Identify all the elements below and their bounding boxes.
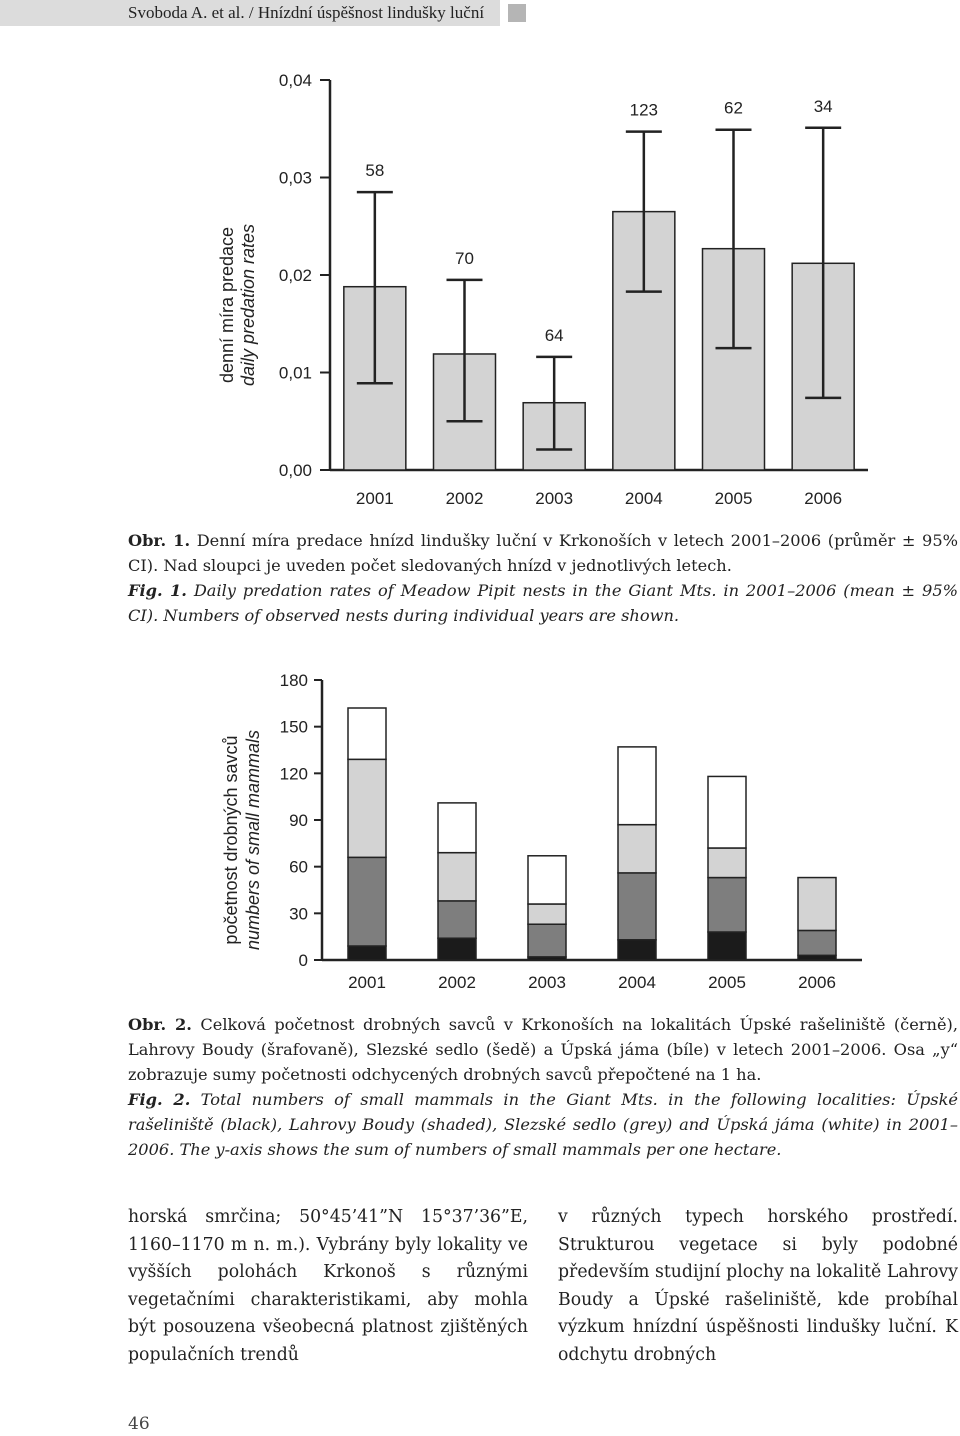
x-tick-label: 2005 <box>714 489 753 508</box>
nest-count-label: 70 <box>455 248 474 268</box>
y-tick-label: 0 <box>298 951 308 970</box>
figure-2-chart <box>0 665 960 1000</box>
nest-count-label: 34 <box>813 96 833 116</box>
nest-count-label: 62 <box>724 98 743 118</box>
figure-2-label-cz: Obr. 2. <box>128 1015 192 1034</box>
figure-1-label-en: Fig. 1. <box>128 581 187 600</box>
stacked-bar-segment <box>348 946 386 960</box>
y-tick-label: 0,03 <box>278 168 312 188</box>
stacked-bar-segment <box>348 708 386 759</box>
x-tick-label: 2005 <box>708 973 746 992</box>
x-tick-label: 2004 <box>618 973 656 992</box>
y-tick-label: 0,01 <box>278 363 312 383</box>
figure-2-caption <box>128 1012 958 1162</box>
stacked-bar-segment <box>618 873 656 940</box>
y-tick-label: 30 <box>289 904 308 924</box>
y-tick-label: 0,04 <box>278 71 312 90</box>
y-tick-label: 180 <box>279 671 308 690</box>
nest-count-label: 58 <box>365 161 385 181</box>
stacked-bar-segment <box>708 878 746 932</box>
stacked-bar-segment <box>438 853 476 901</box>
figure-2-label-en: Fig. 2. <box>128 1090 191 1109</box>
stacked-bar-segment <box>438 803 476 853</box>
y-axis-label-en: daily predation rates <box>238 223 258 387</box>
x-tick-label: 2001 <box>348 973 386 992</box>
stacked-bar-segment <box>618 825 656 873</box>
nest-count-label: 123 <box>629 100 659 120</box>
x-tick-label: 2006 <box>804 489 843 508</box>
y-tick-label: 150 <box>279 717 308 737</box>
figure-1-caption <box>128 528 958 628</box>
stacked-bar-segment <box>798 878 836 931</box>
y-tick-label: 0,00 <box>278 461 312 480</box>
x-tick-label: 2002 <box>445 489 484 508</box>
x-tick-label: 2006 <box>798 973 836 992</box>
running-title: Svoboda A. et al. / Hnízdní úspěšnost lindušky luční <box>128 3 485 22</box>
stacked-bar-segment <box>528 856 566 904</box>
stacked-bar-segment <box>528 924 566 957</box>
header-marker <box>508 4 526 22</box>
figure-1-chart <box>0 60 960 520</box>
x-tick-label: 2002 <box>438 973 476 992</box>
stacked-bar-segment <box>618 940 656 960</box>
body-text-left-column: horská smrčina; 50°45’41”N 15°37’36”E, 1160–1170 m n. m.). Vybrány byly lokality ve vyšších polohách Krkonoš s různými vegetačními charakteristikami, aby mohla být posouzena všeobecná platnost zjištěných populačních trendů <box>128 1207 528 1365</box>
figure-1-text-en: Daily predation rates of Meadow Pipit nests in the Giant Mts. in 2001–2006 (mean ± 95% CI). Numbers of observed nests during individual years are shown. <box>128 581 958 625</box>
y-axis-label-cz: početnost drobných savců <box>221 735 241 945</box>
y-axis-label-en: numbers of small mammals <box>243 729 263 951</box>
running-header <box>0 0 960 26</box>
figure-1-text-cz: Denní míra predace hnízd lindušky luční v Krkonoších v letech 2001–2006 (průměr ± 95% CI). Nad sloupci je uveden počet sledovaných hnízd v jednotlivých letech. <box>128 531 958 575</box>
stacked-bar-segment <box>798 930 836 955</box>
x-tick-label: 2003 <box>535 489 574 508</box>
stacked-bar-segment <box>618 747 656 825</box>
x-tick-label: 2001 <box>355 489 394 508</box>
page-number: 46 <box>128 1414 150 1434</box>
x-tick-label: 2003 <box>528 973 566 992</box>
body-text-right-column: v různých typech horského prostředí. Strukturou vegetace si byly podobné především studijní plochy na lokalitě Lahrovy Boudy a Úpské rašeliniště, kde probíhal výzkum hnízdní úspěšnosti lindušky luční. K odchytu drobných <box>558 1207 958 1365</box>
stacked-bar-segment <box>348 857 386 946</box>
y-tick-label: 120 <box>279 764 308 784</box>
figure-2-text-cz: Celková početnost drobných savců v Krkonoších na lokalitách Úpské rašeliniště (černě), Lahrovy Boudy (šrafovaně), Slezské sedlo (šedě) a Úpská jáma (bíle) v letech 2001–2006. Osa „y“ zobrazuje sumy početnosti odchycených drobných savců přepočtené na 1 ha. <box>128 1015 959 1084</box>
stacked-bar-segment <box>438 901 476 938</box>
stacked-bar-segment <box>708 776 746 848</box>
y-tick-label: 0,02 <box>278 266 312 285</box>
y-tick-label: 90 <box>289 811 308 830</box>
stacked-bar-segment <box>348 759 386 857</box>
figure-1-label-cz: Obr. 1. <box>128 531 191 550</box>
x-tick-label: 2004 <box>624 489 663 508</box>
stacked-bar-segment <box>708 932 746 960</box>
nest-count-label: 64 <box>544 325 564 345</box>
figure-2-text-en: Total numbers of small mammals in the Giant Mts. in the following localities: Úpské rašeliniště (black), Lahrovy Boudy (shaded), Slezské sedlo (grey) and Úpská jáma (white) in 2001–2006. The y-axis shows the sum of numbers of small mammals per one hectare. <box>128 1090 958 1159</box>
stacked-bar-segment <box>438 938 476 960</box>
stacked-bar-segment <box>528 904 566 924</box>
y-tick-label: 60 <box>289 857 308 877</box>
y-axis-label-cz: denní míra predace <box>217 226 237 384</box>
stacked-bar-segment <box>708 848 746 878</box>
